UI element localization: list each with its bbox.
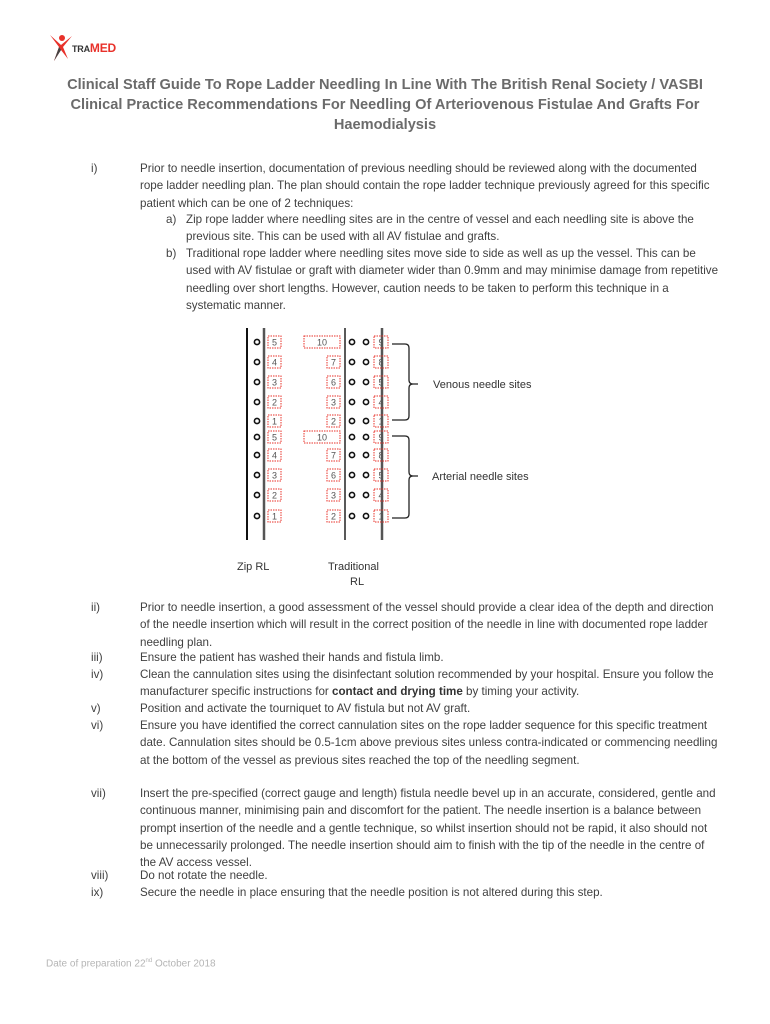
site-number: 9 <box>378 337 384 348</box>
needle-site-circle-icon <box>349 472 354 477</box>
site-number-box <box>268 489 281 501</box>
site-number: 2 <box>330 416 337 427</box>
needle-site-circle-icon <box>254 339 259 344</box>
arterial-sites-label: Arterial needle sites <box>432 471 529 483</box>
site-number: 1 <box>271 416 278 427</box>
item-text: Do not rotate the needle. <box>140 869 268 882</box>
site-number-box <box>374 469 388 481</box>
site-number-box <box>268 510 281 522</box>
item-text: Prior to needle insertion, documentation of previous needling should be reviewed along with the documented rope ladder needling plan. The plan should contain the rope ladder technique previously agreed for this specific patient which can be one of 2 techniques: <box>140 162 710 210</box>
item-text: Insert the pre-specified (correct gauge and length) fistula needle bevel up in an accurate, considered, gentle and continuous manner, minimising pain and discomfort for the patient. The needle insertion is a balance between prompt insertion of the needle and a gentle technique, so whilst insertion should not be rapid, it also should not be unnecessarily prolonged. The needle insertion should aim to finish with the tip of the needle in the centre of the AV access vessel. <box>140 787 716 870</box>
item-text: Position and activate the tourniquet to AV fistula but not AV graft. <box>140 702 471 715</box>
needle-site-circle-icon <box>349 339 354 344</box>
site-number-box <box>268 396 281 408</box>
site-number-box <box>268 415 281 427</box>
needle-site-circle-icon <box>254 379 259 384</box>
needle-site-circle-icon <box>363 513 368 518</box>
needle-site-circle-icon <box>363 359 368 364</box>
needle-site-circle-icon <box>254 452 259 457</box>
site-number-box <box>327 396 340 408</box>
site-number-box <box>327 415 340 427</box>
site-number-box <box>374 431 388 443</box>
site-number: 6 <box>330 470 337 481</box>
site-number: 4 <box>378 397 384 408</box>
site-number: 3 <box>330 490 337 501</box>
needle-site-circle-icon <box>254 434 259 439</box>
site-number: 8 <box>378 357 384 368</box>
site-number-box <box>374 449 388 461</box>
needle-site-circle-icon <box>254 492 259 497</box>
item-number: ii) <box>91 601 101 614</box>
item-number: iii) <box>91 651 103 664</box>
subitem-letter: a) <box>166 213 177 226</box>
needle-site-circle-icon <box>254 359 259 364</box>
venous-sites-label: Venous needle sites <box>433 379 532 391</box>
item-number: viii) <box>91 869 109 882</box>
site-number: 4 <box>378 490 384 501</box>
needle-site-circle-icon <box>254 418 259 423</box>
tramed-logo <box>48 33 138 63</box>
site-number: 3 <box>330 397 337 408</box>
subitem-letter: b) <box>166 247 177 260</box>
item-text: Ensure the patient has washed their hands and fistula limb. <box>140 651 444 664</box>
site-number-box <box>374 510 388 522</box>
needle-site-circle-icon <box>254 472 259 477</box>
site-number-box <box>268 356 281 368</box>
site-number: 5 <box>271 337 278 348</box>
site-number: 5 <box>271 432 278 443</box>
site-number-box <box>268 376 281 388</box>
traditional-rl-label-line2: RL <box>350 576 365 588</box>
needle-site-circle-icon <box>349 452 354 457</box>
subitem-text: Traditional rope ladder where needling sites move side to side as well as up the vessel. This can be used with AV fistulae or graft with diameter wider than 0.9mm and may minimise damage from repetitive needling over short lengths. However, caution needs to be taken to perform this technique in a systematic manner. <box>186 247 719 312</box>
item-text: Ensure you have identified the correct cannulation sites on the rope ladder sequence for this specific treatment date. Cannulation sites should be 0.5-1cm above previous sites unless contra-indicated or commencing needling at the bottom of the vessel as previous sites reached the top of the needling segment. <box>140 719 718 767</box>
site-number-box <box>374 356 388 368</box>
item-number: vi) <box>91 719 104 732</box>
site-number: 1 <box>378 511 384 522</box>
needle-site-circle-icon <box>254 399 259 404</box>
item-number: iv) <box>91 668 104 681</box>
site-number-box <box>304 431 340 443</box>
site-number: 3 <box>271 377 278 388</box>
preparation-date: Date of preparation 22nd October 2018 <box>46 958 216 970</box>
needle-site-circle-icon <box>363 434 368 439</box>
item-number: ix) <box>91 886 104 899</box>
subitem-text: Zip rope ladder where needling sites are in the centre of vessel and each needling site is above the previous site. This can be used with all AV fistulae and grafts. <box>186 213 694 244</box>
emphasis-text: contact and drying time <box>332 685 463 699</box>
site-number-box <box>327 356 340 368</box>
needle-site-circle-icon <box>363 492 368 497</box>
needle-site-circle-icon <box>363 379 368 384</box>
traditional-rl-label-line1: Traditional <box>328 561 379 573</box>
site-number-box <box>327 449 340 461</box>
item-number: vii) <box>91 787 106 800</box>
needle-site-circle-icon <box>363 452 368 457</box>
item-number: v) <box>91 702 101 715</box>
needle-site-circle-icon <box>363 418 368 423</box>
site-number: 8 <box>378 450 384 461</box>
site-number: 1 <box>271 511 278 522</box>
needle-site-circle-icon <box>349 359 354 364</box>
site-number-box <box>374 415 388 427</box>
item-text: Prior to needle insertion, a good assessment of the vessel should provide a clear idea of the depth and direction of the needle insertion which will result in the correct position of the needle in line with documented rope ladder needling plan. <box>140 601 714 649</box>
site-number-box <box>268 449 281 461</box>
page-title: Clinical Staff Guide To Rope Ladder Needling In Line With The British Renal Society / VASBI Clinical Practice Recommendations For Needling Of Arteriovenous Fistulae And Grafts For Haemodialysis <box>67 77 703 133</box>
needle-site-circle-icon <box>349 399 354 404</box>
needle-site-circle-icon <box>363 339 368 344</box>
site-number: 3 <box>271 470 278 481</box>
site-number: 5 <box>378 470 384 481</box>
site-number-box <box>327 376 340 388</box>
logo-wordmark: TRAMED <box>72 41 116 55</box>
site-number: 2 <box>271 397 278 408</box>
item-number: i) <box>91 162 98 175</box>
zip-rl-label: Zip RL <box>237 561 270 573</box>
needle-site-circle-icon <box>254 513 259 518</box>
needle-site-circle-icon <box>363 399 368 404</box>
site-number: 2 <box>330 511 337 522</box>
site-number-box <box>268 431 281 443</box>
site-number-box <box>327 469 340 481</box>
needle-site-circle-icon <box>349 513 354 518</box>
site-number: 10 <box>316 337 328 348</box>
site-number-box <box>374 376 388 388</box>
site-number: 7 <box>330 357 337 368</box>
site-number: 6 <box>330 377 337 388</box>
site-number: 7 <box>330 450 337 461</box>
needle-site-circle-icon <box>349 434 354 439</box>
needle-site-circle-icon <box>363 472 368 477</box>
site-number: 4 <box>271 450 278 461</box>
site-number: 5 <box>378 377 384 388</box>
site-number: 4 <box>271 357 278 368</box>
site-number-box <box>327 510 340 522</box>
site-number: 2 <box>271 490 278 501</box>
site-number-box <box>268 469 281 481</box>
site-number-box <box>374 336 388 348</box>
needle-site-circle-icon <box>349 418 354 423</box>
item-text: Secure the needle in place ensuring that the needle position is not altered during this step. <box>140 886 603 899</box>
site-number: 9 <box>378 432 384 443</box>
site-number: 10 <box>316 432 328 443</box>
site-number-box <box>327 489 340 501</box>
site-number-box <box>304 336 340 348</box>
site-number-box <box>268 336 281 348</box>
needle-site-circle-icon <box>349 492 354 497</box>
site-number-box <box>374 489 388 501</box>
site-number: 1 <box>378 416 384 427</box>
needle-site-circle-icon <box>349 379 354 384</box>
item-text: Clean the cannulation sites using the disinfectant solution recommended by your hospital. Ensure you follow the manufacturer specific instructions for contact and drying time by timing your activity. <box>140 668 714 699</box>
site-number-box <box>374 396 388 408</box>
